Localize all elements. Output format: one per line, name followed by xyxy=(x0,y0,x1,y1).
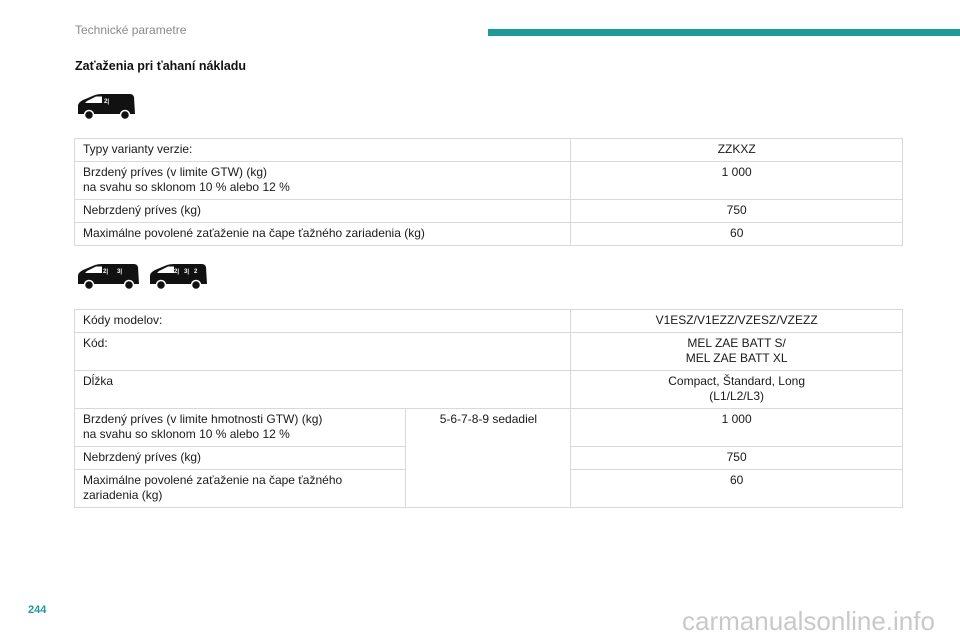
row-value: 1 000 xyxy=(571,409,903,447)
svg-text:2: 2 xyxy=(194,269,198,275)
row-label: Typy varianty verzie: xyxy=(75,139,571,162)
table-row xyxy=(75,200,903,223)
row-label: Kódy modelov: xyxy=(75,310,571,333)
seats-cell: 5-6-7-8-9 sedadiel xyxy=(406,409,571,508)
header-accent-bar xyxy=(488,29,960,36)
table-row xyxy=(75,162,903,200)
page-number: 244 xyxy=(28,604,47,616)
towing-table-1 xyxy=(74,138,903,246)
row-value: V1ESZ/V1EZZ/VZESZ/VZEZZ xyxy=(571,310,903,333)
table-row xyxy=(75,139,903,162)
row-label: Dĺžka xyxy=(75,371,571,409)
svg-text:2|: 2| xyxy=(104,99,110,105)
row-value: 60 xyxy=(571,470,903,508)
row-label: Kód: xyxy=(75,333,571,371)
row-value: 60 xyxy=(571,223,903,246)
watermark: carmanualsonline.info xyxy=(682,606,935,636)
row-label: Brzdený príves (v limite hmotnosti GTW) (kg) na svahu so sklonom 10 % alebo 12 % xyxy=(75,409,406,447)
table-row xyxy=(75,333,903,371)
row-value: 750 xyxy=(571,447,903,470)
row-value: 1 000 xyxy=(571,162,903,200)
row-label: Maximálne povolené zaťaženie na čape ťažného zariadenia (kg) xyxy=(75,223,571,246)
row-value: ZZKXZ xyxy=(571,139,903,162)
row-label: Nebrzdený príves (kg) xyxy=(75,447,406,470)
row-value: 750 xyxy=(571,200,903,223)
table-row xyxy=(75,223,903,246)
towing-table-2 xyxy=(74,309,903,508)
svg-text:3|: 3| xyxy=(117,269,123,275)
svg-text:3|: 3| xyxy=(184,269,190,275)
row-value: MEL ZAE BATT S/ MEL ZAE BATT XL xyxy=(571,333,903,371)
row-label: Brzdený príves (v limite GTW) (kg) na svahu so sklonom 10 % alebo 12 % xyxy=(75,162,571,200)
table-row xyxy=(75,409,903,447)
section-heading: Zaťaženia pri ťahaní nákladu xyxy=(75,59,247,73)
svg-text:2|: 2| xyxy=(103,269,109,275)
row-label: Maximálne povolené zaťaženie na čape ťažného zariadenia (kg) xyxy=(75,470,406,508)
table-row xyxy=(75,310,903,333)
van-three-zone-icon xyxy=(147,263,209,291)
row-label: Nebrzdený príves (kg) xyxy=(75,200,571,223)
svg-text:2|: 2| xyxy=(174,269,180,275)
row-value: Compact, Štandard, Long (L1/L2/L3) xyxy=(571,371,903,409)
header-title: Technické parametre xyxy=(75,23,187,37)
van-icon xyxy=(75,93,137,121)
table-row xyxy=(75,371,903,409)
van-two-zone-icon xyxy=(75,263,141,291)
